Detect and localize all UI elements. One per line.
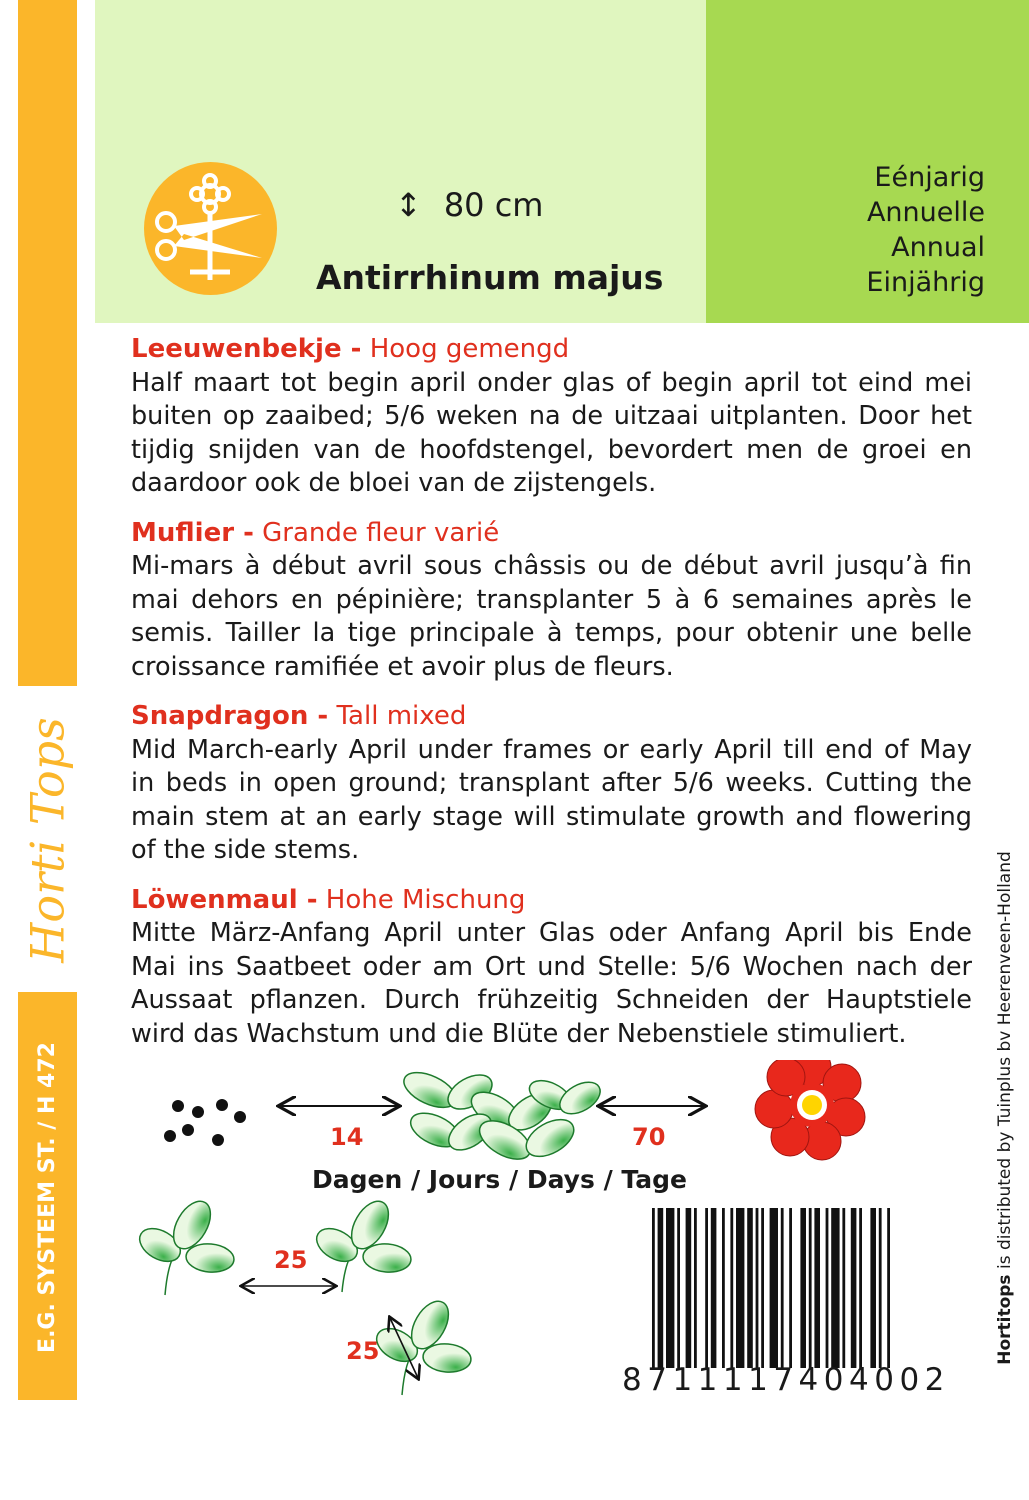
barcode (652, 1208, 932, 1368)
barcode-bar (800, 1208, 806, 1368)
plant-height: ↕ 80 cm (395, 186, 544, 224)
barcode-bar (736, 1208, 744, 1368)
barcode-bar (789, 1208, 792, 1368)
barcode-bar (747, 1208, 753, 1368)
barcode-bar (711, 1208, 717, 1368)
instructions (131, 333, 972, 1067)
barcode-bar (730, 1208, 733, 1368)
flowering-days: 70 (632, 1123, 666, 1151)
plant-spacing: 25 (346, 1337, 380, 1365)
barcode-bar (770, 1208, 778, 1368)
days-label: Dagen / Jours / Days / Tage (312, 1165, 687, 1194)
section-nl: Leeuwenbekje - Hoog gemengd Half maart tot begin april onder glas of begin april tot eind mei buiten op zaaibed; 5/6 weken na de uitzaai uitplanten. Door het tijdig snijden van de hoofdstengel, bevordert men de groei en daardoor ook de bloei van de zijstengels. (131, 334, 972, 498)
barcode-bar (826, 1208, 829, 1368)
flower-icon (755, 1060, 865, 1160)
product-code: E.G. SYSTEEM ST. / H 472 (35, 1042, 61, 1353)
row-spacing: 25 (274, 1246, 308, 1274)
barcode-bar (851, 1208, 857, 1368)
barcode-bar (694, 1208, 697, 1368)
side-strip-top (18, 0, 77, 686)
barcode-bar (705, 1208, 708, 1368)
barcode-bar (842, 1208, 845, 1368)
barcode-number: 8711117404002 (622, 1362, 950, 1398)
brand-logo: Horti Tops (20, 717, 75, 963)
barcode-bar (652, 1208, 655, 1368)
barcode-bar (666, 1208, 674, 1368)
seeds-icon (164, 1099, 246, 1146)
section-de: Löwenmaul - Hohe Mischung Mitte März-Anfang April unter Glas oder Anfang April bis Ende Mai ins Saatbeet oder am Ort und Stelle: 5/6 Wochen nach der Aussaat pflanzen. Durch frühzeitig Schneiden der Hauptstiele wird das Wachstum und die Blüte der Nebenstiele stimuliert. (131, 884, 972, 1049)
seedlings-icon (399, 1065, 606, 1167)
plant-icon (134, 1195, 472, 1395)
cut-flower-icon (144, 162, 277, 295)
lifecycle-list: Eénjarig Annuelle Annual Einjährig (866, 162, 985, 298)
latin-name: Antirrhinum majus (316, 258, 664, 297)
barcode-bar (809, 1208, 812, 1368)
barcode-bar (831, 1208, 839, 1368)
barcode-bar (814, 1208, 820, 1368)
section-fr: Muflier - Grande fleur varié Mi-mars à début avril sous châssis ou de début avril jusqu’à fin mai dehors en pépinière; transplanter 5 à 6 semaines après le semis. Tailler la tige principale à temps, pour obtenir une belle croissance ramifiée et avoir plus de fleurs. (131, 517, 972, 682)
section-en: Snapdragon - Tall mixed Mid March-early April under frames or early April till end of May in beds in open ground; transplant after 5/6 weeks. Cutting the main stem at an early stage will stimulate growth and flowering of the side stems. (131, 701, 972, 865)
barcode-bar (887, 1208, 890, 1368)
barcode-bar (781, 1208, 784, 1368)
barcode-bar (879, 1208, 882, 1368)
germination-days: 14 (330, 1123, 364, 1151)
barcode-bar (756, 1208, 759, 1368)
barcode-bar (859, 1208, 862, 1368)
barcode-bar (761, 1208, 764, 1368)
distributor-note: Hortitops is distributed by Tuinplus bv Heerenveen-Holland (995, 850, 1015, 1365)
height-arrow-icon: ↕ (395, 186, 422, 224)
barcode-bar (870, 1208, 876, 1368)
barcode-bar (677, 1208, 680, 1368)
barcode-bar (722, 1208, 725, 1368)
barcode-bar (658, 1208, 664, 1368)
barcode-bar (686, 1208, 692, 1368)
